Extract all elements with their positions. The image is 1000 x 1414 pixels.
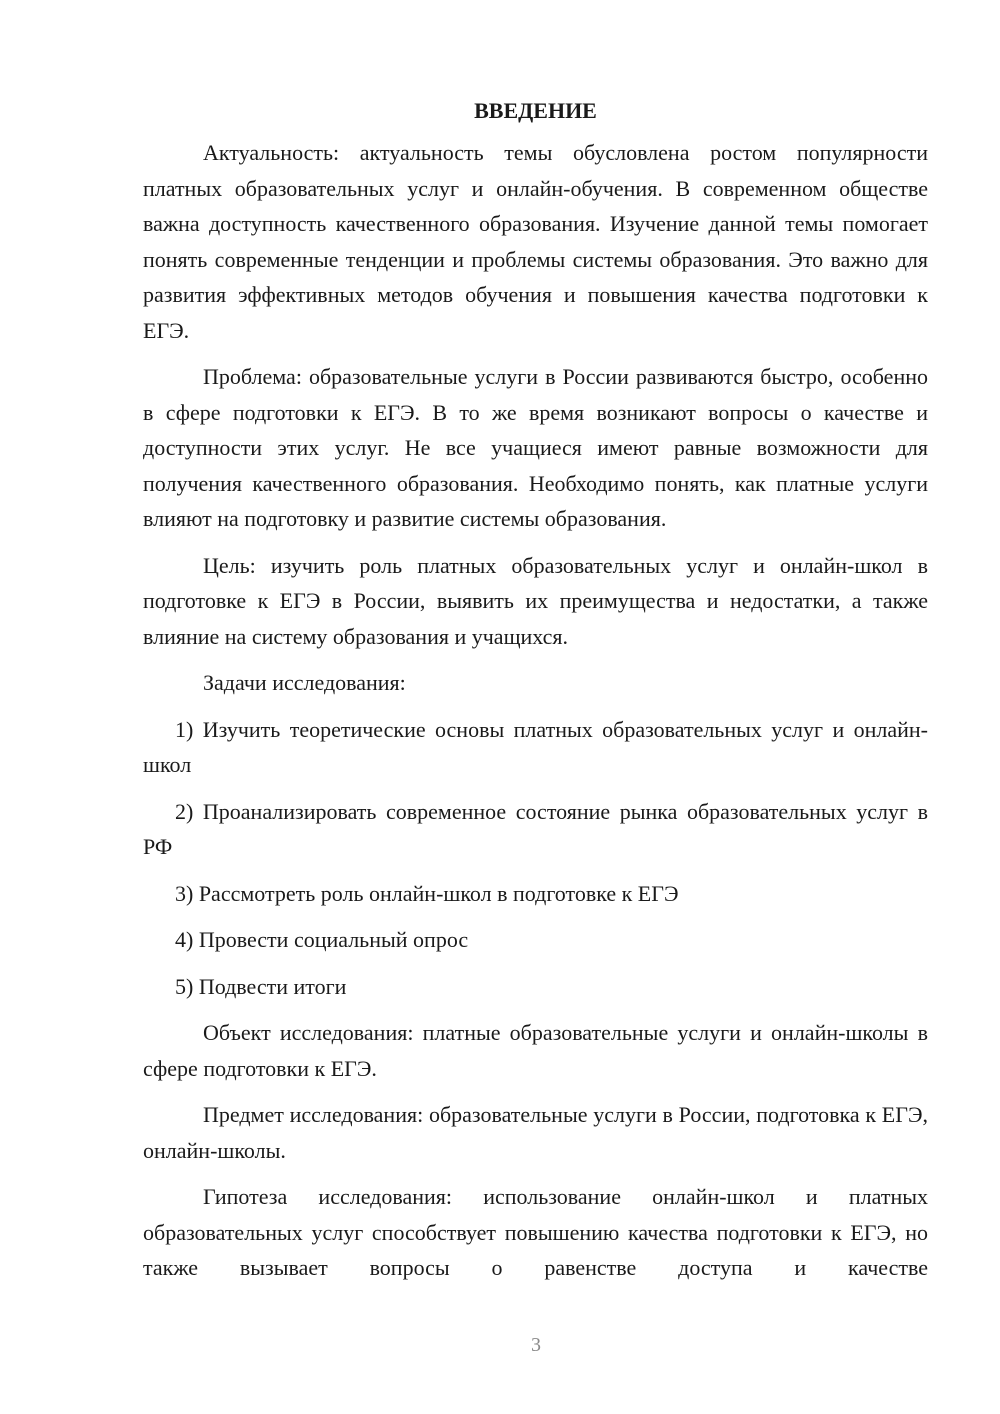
page-title: ВВЕДЕНИЕ <box>474 98 597 123</box>
relevance-paragraph: Актуальность: актуальность темы обусловлена ростом популярности платных образовательных услуг и онлайн-обучения. В современном обществе важна доступность качественного образования. Изучение данной темы помогает понять современные тенденции и проблемы системы образования. Это важно для развития эффективных методов обучения и повышения качества подготовки к ЕГЭ. <box>143 140 928 343</box>
document-page <box>143 96 928 1297</box>
task-item-4: 4) Провести социальный опрос <box>175 927 469 952</box>
task-item-5: 5) Подвести итоги <box>175 973 347 999</box>
goal-paragraph: Цель: изучить роль платных образовательных услуг и онлайн-школ в подготовке к ЕГЭ в России, выявить их преимущества и недостатки, а также влияние на систему образования и учащихся. <box>143 552 928 649</box>
object-paragraph: Объект исследования: платные образовательные услуги и онлайн-школы в сфере подготовки к ЕГЭ. <box>143 1020 928 1081</box>
page-number: 3 <box>531 1334 541 1356</box>
tasks-intro: Задачи исследования: <box>203 670 406 695</box>
hypothesis-paragraph: Гипотеза исследования: использование онлайн-школ и платных образовательных услуг способствует повышению качества подготовки к ЕГЭ, но также вызывает вопросы о равенстве доступа и качестве <box>143 1184 928 1280</box>
task-item-1: 1) Изучить теоретические основы платных образовательных услуг и онлайн-школ <box>143 716 928 777</box>
task-item-3: 3) Рассмотреть роль онлайн-школ в подготовке к ЕГЭ <box>175 880 679 906</box>
subject-paragraph: Предмет исследования: образовательные услуги в России, подготовка к ЕГЭ, онлайн-школы. <box>143 1102 928 1163</box>
task-item-2: 2) Проанализировать современное состояние рынка образовательных услуг в РФ <box>143 798 928 859</box>
problem-paragraph: Проблема: образовательные услуги в России развиваются быстро, особенно в сфере подготовки к ЕГЭ. В то же время возникают вопросы о качестве и доступности этих услуг. Не все учащиеся имеют равные возможности для получения качественного образования. Необходимо понять, как платные услуги влияют на подготовку и развитие системы образования. <box>143 364 928 531</box>
